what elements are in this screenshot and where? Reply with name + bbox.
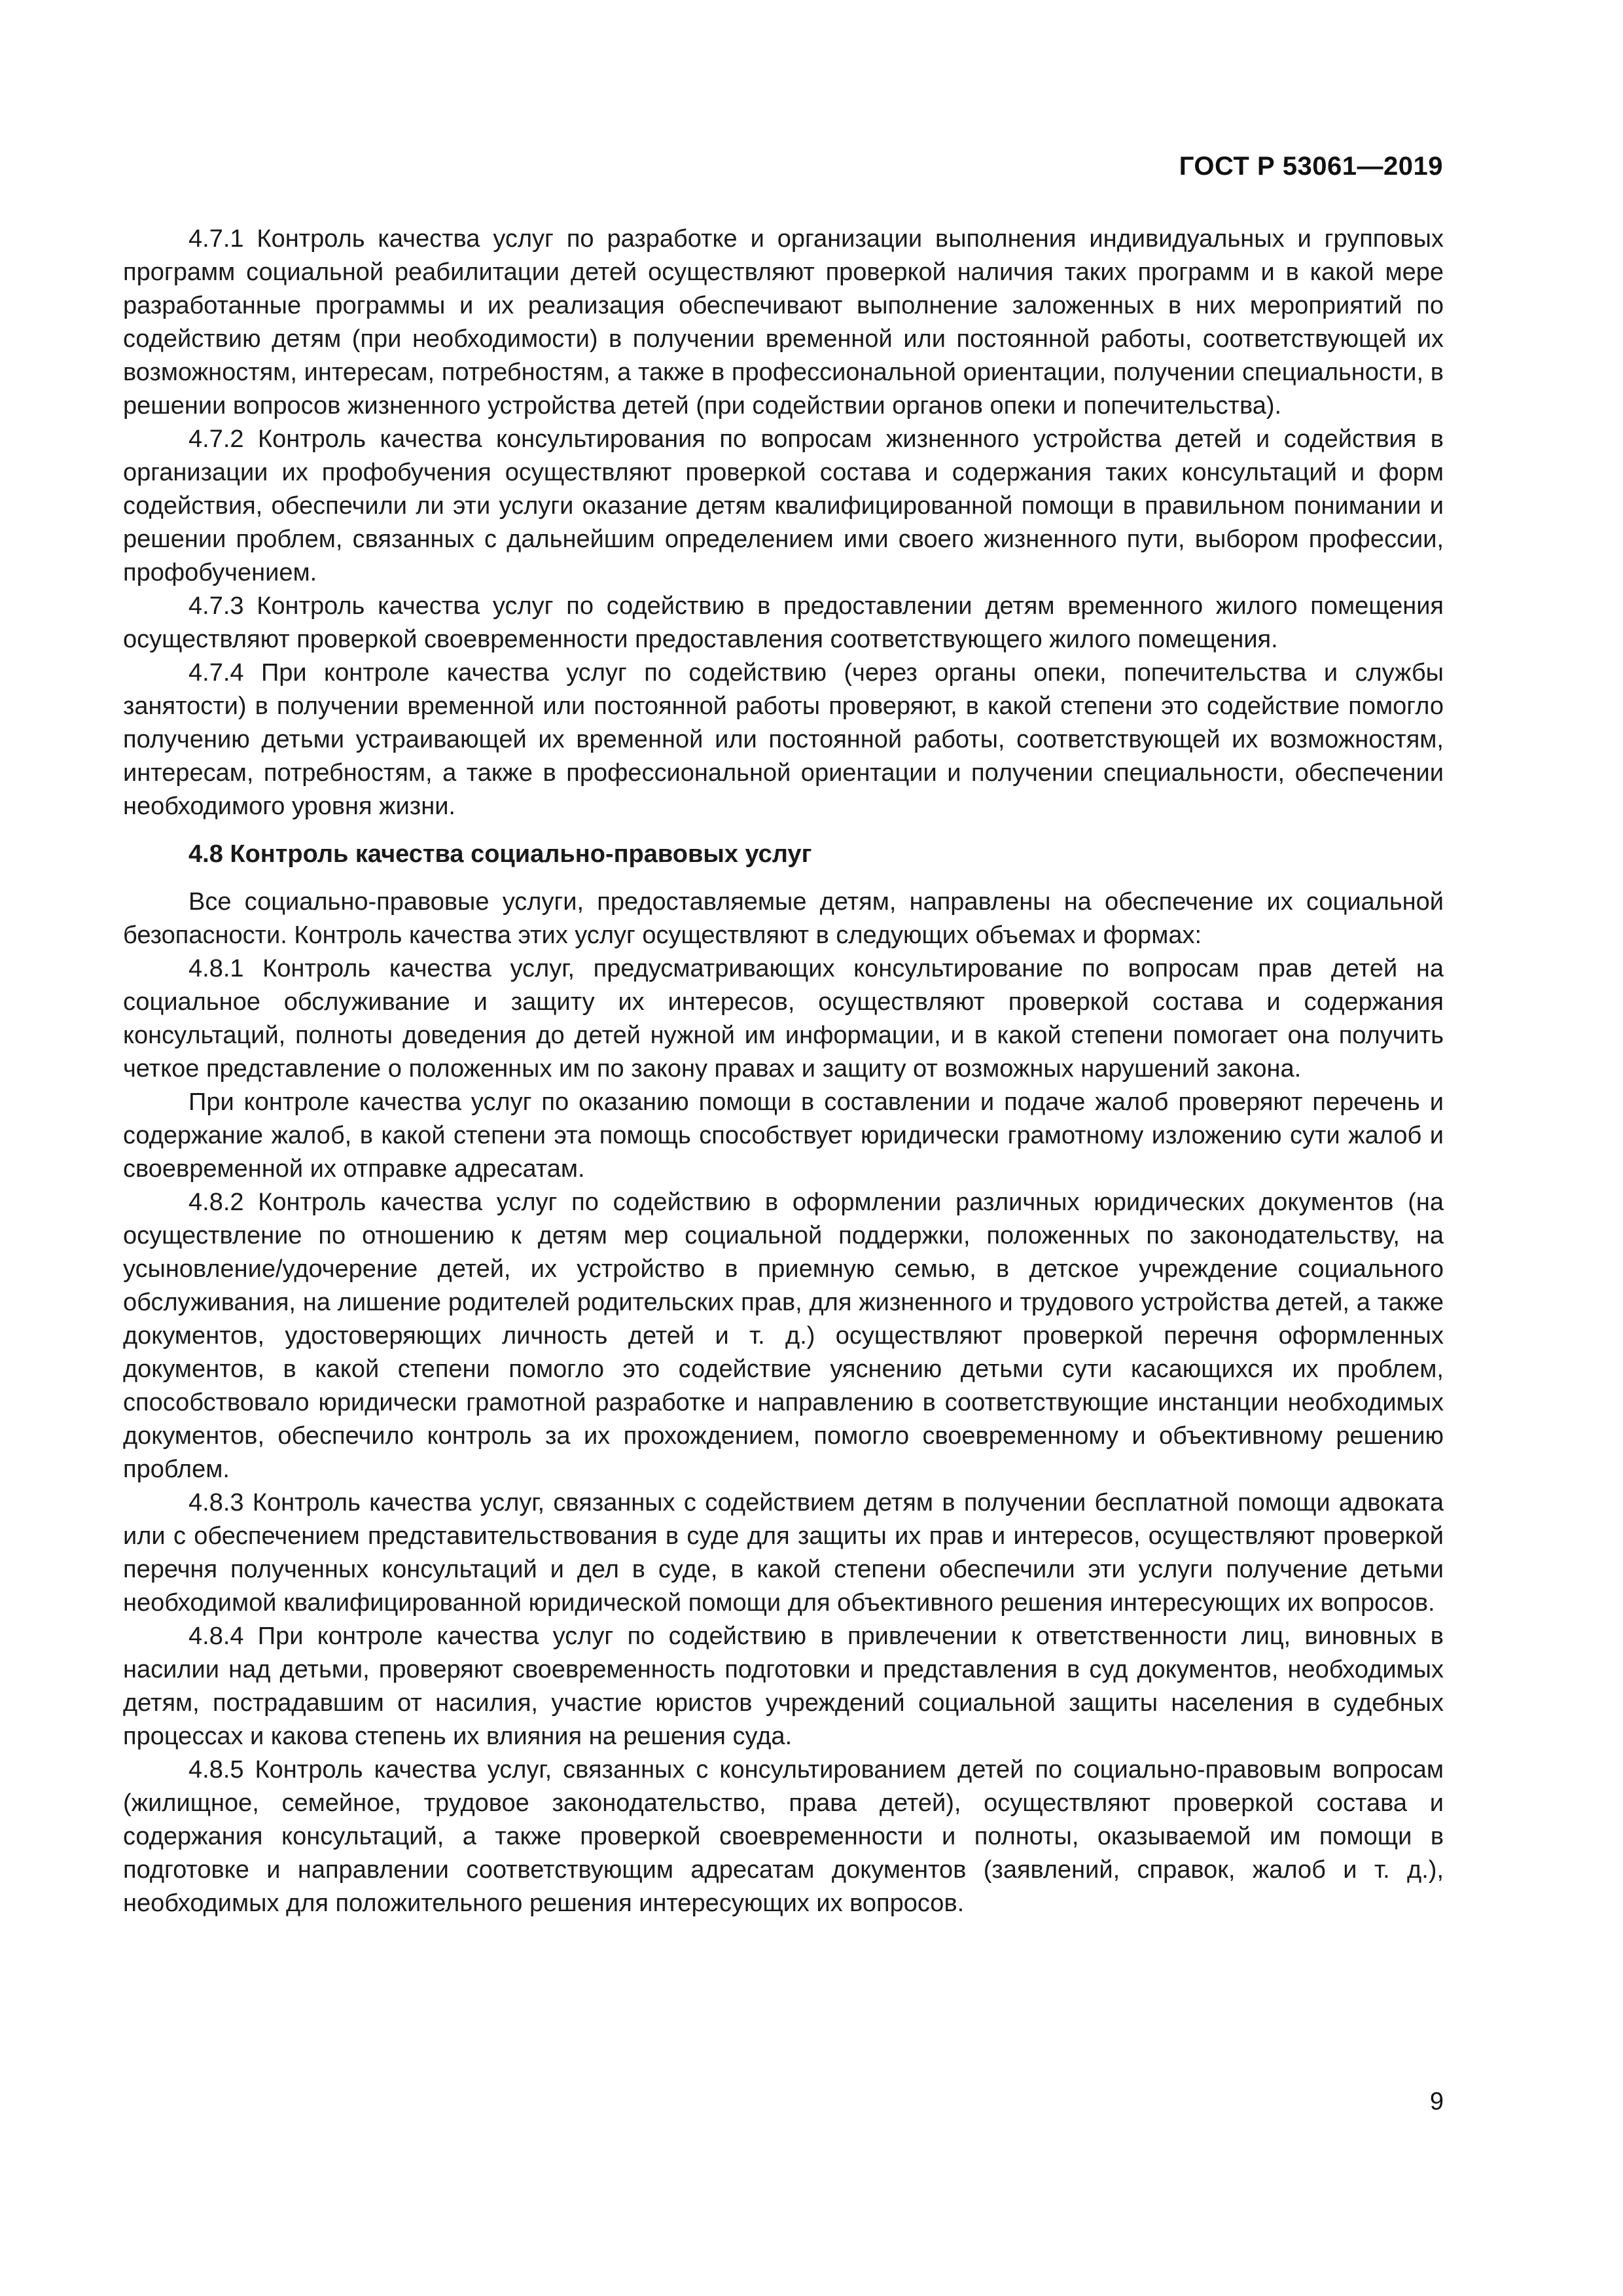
paragraph-4-7-2: 4.7.2 Контроль качества консультирования по вопросам жизненного устройства детей и содействия в организации их профобучения осуществляют проверкой состава и содержания таких консультаций и форм содействия, обеспечили ли эти услуги оказание детям квалифицированной помощи в правильном понимании и решении проблем, связанных с дальнейшим определением ими своего жизненного пути, выбором профессии, профобучением. <box>123 425 1444 586</box>
paragraph-4-7-4: 4.7.4 При контроле качества услуг по содействию (через органы опеки, попечительства и службы занятости) в получении временной или постоянной работы проверяют, в какой степени это содействие помогло получению детьми устраивающей их временной или постоянной работы, соответствующей их возможностям, интересам, потребностям, а также в профессиональной ориентации и получении специальности, обеспечении необходимого уровня жизни. <box>123 659 1444 820</box>
page-content <box>123 223 1444 1920</box>
paragraph-4-7-3: 4.7.3 Контроль качества услуг по содействию в предоставлении детям временного жилого помещения осуществляют проверкой своевременности предоставления соответствующего жилого помещения. <box>123 592 1444 653</box>
paragraph-4-8-1: 4.8.1 Контроль качества услуг, предусматривающих консультирование по вопросам прав детей на социальное обслуживание и защиту их интересов, осуществляют проверкой состава и содержания консультаций, полноты доведения до детей нужной им информации, и в какой степени помогает она получить четкое представление о положенных им по закону правах и защиту от возможных нарушений закона. <box>123 955 1444 1083</box>
paragraph-4-8-2: 4.8.2 Контроль качества услуг по содействию в оформлении различных юридических документов (на осуществление по отношению к детям мер социальной поддержки, положенных по законодательству, на усыновление/удочерение детей, их устройство в приемную семью, в детское учреждение социального обслуживания, на лишение родителей родительских прав, для жизненного и трудового устройства детей, а также документов, удостоверяющих личность детей и т. д.) осуществляют проверкой перечня оформленных документов, в какой степени помогло это содействие уяснению детьми сути касающихся их проблем, способствовало юридически грамотной разработке и направлению в соответствующие инстанции необходимых документов, обеспечило контроль за их прохождением, помогло своевременному и объективному решению проблем. <box>123 1189 1444 1483</box>
paragraph-4-8-intro: Все социально-правовые услуги, предоставляемые детям, направлены на обеспечение их социальной безопасности. Контроль качества этих услуг осуществляют в следующих объемах и формах: <box>123 888 1444 949</box>
paragraph-4-8-1-complaints: При контроле качества услуг по оказанию помощи в составлении и подаче жалоб проверяют перечень и содержание жалоб, в какой степени эта помощь способствует юридически грамотному изложению сути жалоб и своевременной их отправке адресатам. <box>123 1088 1444 1183</box>
page-number: 9 <box>1429 2088 1444 2115</box>
paragraph-4-7-1: 4.7.1 Контроль качества услуг по разработке и организации выполнения индивидуальных и групповых программ социальной реабилитации детей осуществляют проверкой наличия таких программ и в какой мере разработанные программы и их реализация обеспечивают выполнение заложенных в них мероприятий по содействию детям (при необходимости) в получении временной или постоянной работы, соответствующей их возможностям, интересам, потребностям, а также в профессиональной ориентации, получении специальности, в решении вопросов жизненного устройства детей (при содействии органов опеки и попечительства). <box>123 225 1444 420</box>
paragraph-4-8-5: 4.8.5 Контроль качества услуг, связанных с консультированием детей по социально-правовым вопросам (жилищное, семейное, трудовое законодательство, права детей), осуществляют проверкой состава и содержания консультаций, а также проверкой своевременности и полноты, оказываемой им помощи в подготовке и направлении соответствующим адресатам документов (заявлений, справок, жалоб и т. д.), необходимых для положительного решения интересующих их вопросов. <box>123 1756 1444 1917</box>
paragraph-4-8-4: 4.8.4 При контроле качества услуг по содействию в привлечении к ответственности лиц, виновных в насилии над детьми, проверяют своевременность подготовки и представления в суд документов, необходимых детям, пострадавшим от насилия, участие юристов учреждений социальной защиты населения в судебных процессах и какова степень их влияния на решения суда. <box>123 1623 1444 1750</box>
section-heading-4-8: 4.8 Контроль качества социально-правовых услуг <box>188 840 812 868</box>
paragraph-4-8-3: 4.8.3 Контроль качества услуг, связанных с содействием детям в получении бесплатной помощи адвоката или с обеспечением представительствования в суде для защиты их прав и интересов, осуществляют проверкой перечня полученных консультаций и дел в суде, в какой степени обеспечили эти услуги получение детьми необходимой квалифицированной юридической помощи для объективного решения интересующих их вопросов. <box>123 1489 1444 1617</box>
document-code: ГОСТ Р 53061—2019 <box>1179 152 1443 181</box>
